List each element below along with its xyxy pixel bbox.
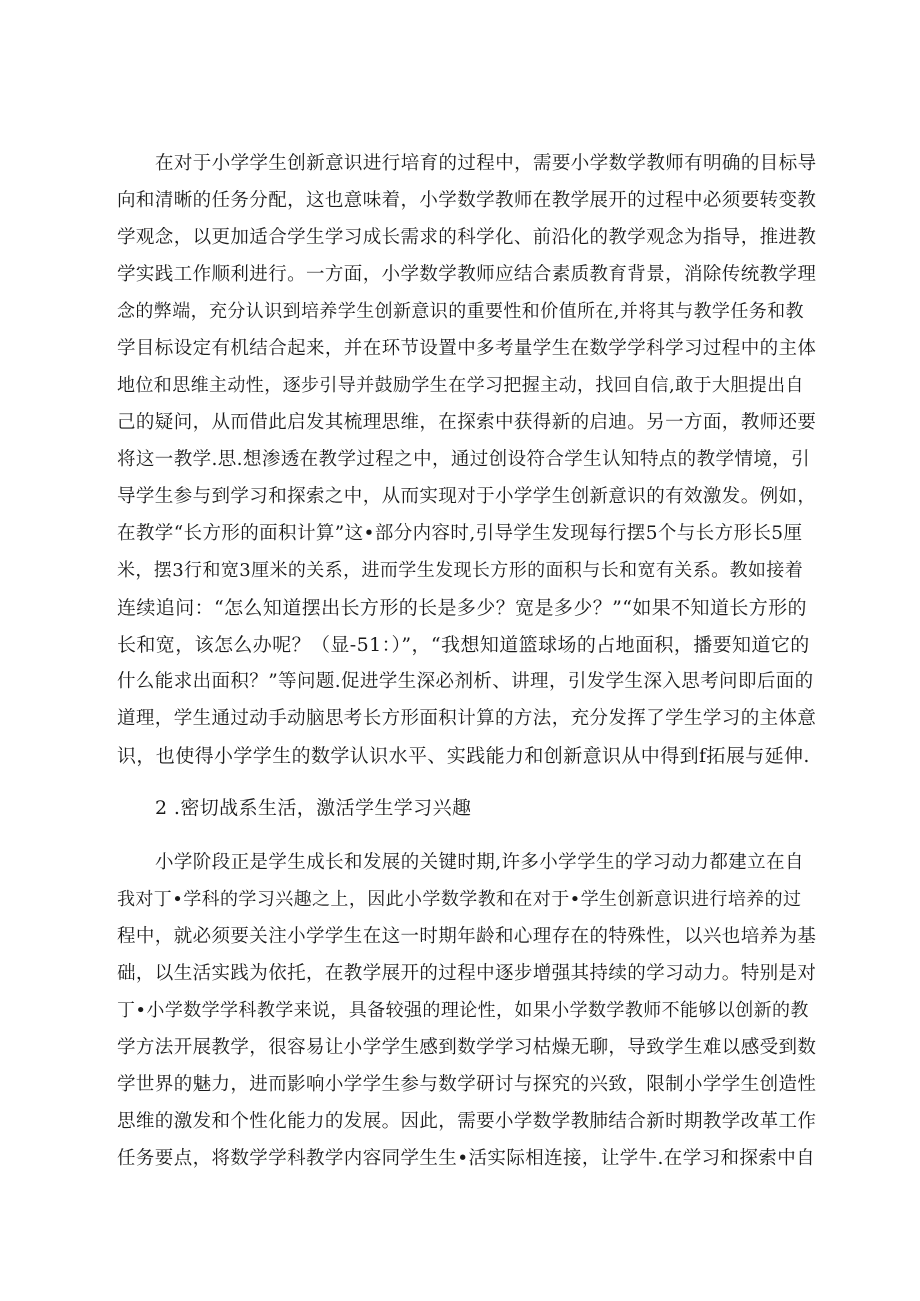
paragraph-line: 学方法开展教学，很容易让小学学生感到数学学习枯燥无聊，导致学生难以感受到数	[117, 1037, 817, 1058]
paragraph-line: 导学生参与到学习和探索之中，从而实现对于小学学生创新意识的有效激发。例如，	[117, 486, 817, 507]
paragraph-line: 地位和思维主动性，逐步引导并鼓励学生在学习把握主动，找回自信,敢于大胆提出自	[117, 375, 804, 396]
paragraph-line: 米，摆3行和宽3厘米的关系，进而学生发现长方形的面积与长和宽有关系。教如接着	[117, 560, 804, 581]
paragraph-line: 程中，就必须要关注小学学生在这一时期年龄和心理存在的特殊性，以兴也培养为基	[117, 926, 817, 947]
paragraph-line: 学观念，以更加适合学生学习成长需求的科学化、前沿化的教学观念为指导，推进教	[117, 227, 817, 248]
paragraph-line: 将这一教学.思.想渗透在教学过程之中，通过创设符合学生认知特点的教学情境，引	[117, 449, 810, 470]
section-heading: 2 .密切战系生活，激活学生学习兴趣	[155, 797, 472, 819]
paragraph-line: 识，也使得小学学生的数学认识水平、实践能力和创新意识从中得到f拓展与延伸.	[117, 745, 810, 767]
paragraph-line: 学目标设定有机结合起来，并在环节设置中多考量学生在数学学科学习过程中的主体	[117, 338, 817, 359]
paragraph-line: 学实践工作顺利进行。一方面，小学数学教师应结合素质教育背景，消除传统教学理	[117, 264, 817, 285]
paragraph-line: 我对丁•学科的学习兴趣之上，因此小学数学教和在对于•学生创新意识进行培养的过	[117, 889, 802, 910]
paragraph-line: 己的疑问，从而借此启发其梳理思维，在探索中获得新的启迪。另一方面，教师还要	[117, 412, 817, 433]
paragraph-line: 小学阶段正是学生成长和发展的关键时期,许多小学学生的学习动力都建立在自	[155, 852, 804, 873]
paragraph-line: 向和清晰的任务分配，这也意味着，小学数学教师在教学展开的过程中必须要转变教	[117, 190, 817, 211]
paragraph-line: 念的弊端，充分认识到培养学生创新意识的重要性和价值所在,并将其与教学任务和教	[117, 301, 804, 322]
paragraph-line: 什么能求出面积？”等问题.促进学生深必剂析、讲理，引发学生深入思考问即后面的	[117, 671, 814, 692]
paragraph-line: 长和宽，该怎么办呢？（显-51：）”，“我想知道篮球场的占地面积，播要知道它的	[117, 634, 810, 656]
paragraph-line: 在对于小学学生创新意识进行培育的过程中，需要小学数学教师有明确的目标导	[155, 153, 817, 174]
paragraph-line: 在教学“长方形的面积计算”这•部分内容时,引导学生发现每行摆5个与长方形长5厘	[117, 523, 803, 544]
paragraph-line: 思维的激发和个性化能力的发展。因此，需要小学数学教肺结合新时期教学改革工作	[117, 1111, 817, 1132]
paragraph-line: 学世界的魅力，进而影响小学学生参与数学研讨与探究的兴致，限制小学学生创造性	[117, 1074, 817, 1095]
paragraph-line: 丁•小学数学学科教学来说，具备较强的理论性，如果小学数学教师不能够以创新的教	[117, 1000, 809, 1021]
paragraph-line: 础，以生活实践为依托，在教学展开的过程中逐步增强其持续的学习动力。特别是对	[117, 963, 817, 984]
paragraph-line: 任务要点，将数学学科教学内容同学生生•活实际相连接，让学牛.在学习和探索中自	[117, 1148, 815, 1169]
paragraph-line: 道理，学生通过动手动脑思考长方形面积计算的方法，充分发挥了学生学习的主体意	[117, 708, 817, 729]
paragraph-line: 连续追问：“怎么知道摆出长方形的长是多少？宽是多少？”“如果不知道长方形的	[117, 597, 807, 619]
